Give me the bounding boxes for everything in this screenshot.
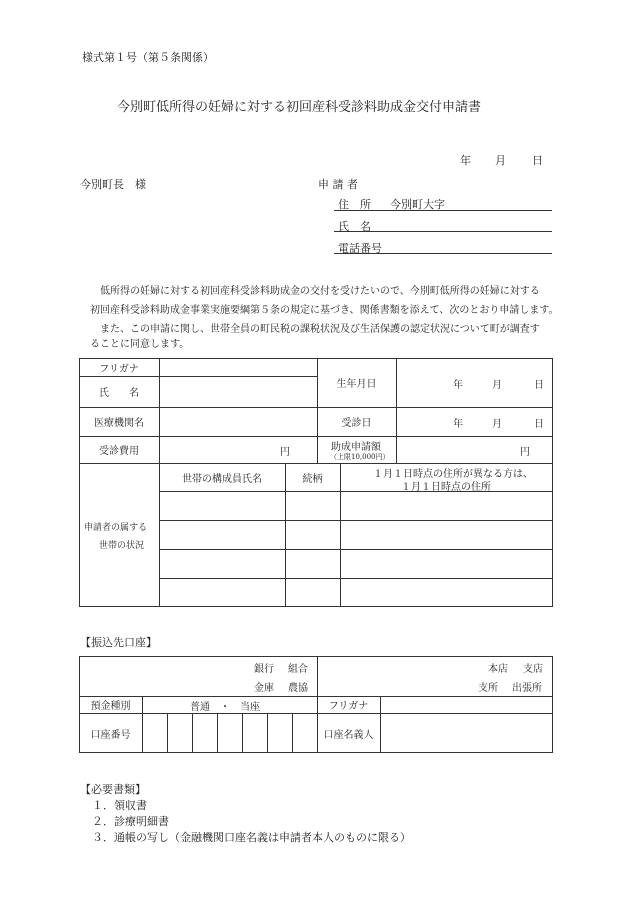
line-hh3 [159,549,553,550]
address-label: 住 所 [338,198,371,211]
grant-limit-label: （上限10,000円） [330,453,390,461]
applicant-name-label: 氏 名 [99,388,139,399]
phone-label: 電話番号 [338,242,382,255]
sub-office-label: 出張所 [512,683,542,694]
clinic-label: 医療機関名 [94,418,144,429]
form-title: 今別町低所得の妊婦に対する初回産科受診料助成金交付申請書 [117,100,482,115]
address-field-line[interactable] [334,210,552,211]
form-number: 様式第１号（第５条関係） [82,51,214,64]
bank-name-input[interactable] [81,658,246,694]
vline-right [396,358,397,463]
required-doc-item: ３．通帳の写し（金融機関口座名義は申請者本人のものに限る） [92,831,411,844]
bank-line1 [79,696,553,697]
body-para2-line2: ることに同意します。 [90,339,190,350]
head-office-label: 本店 [488,664,508,675]
account-holder-input[interactable] [382,715,551,752]
furigana-input[interactable] [161,360,315,375]
addressee: 今別町長 様 [80,178,146,191]
household-label-1: 申請者の属する [84,523,148,533]
required-docs-label: 【必要書類】 [80,783,146,796]
birth-day-label: 日 [534,380,544,391]
applicant-name-input[interactable] [161,378,315,406]
applicant-label: 申 請 者 [318,178,358,191]
branch-office-label: 支所 [478,683,498,694]
line-hh2 [159,520,553,521]
shinkin-label: 金庫 [254,683,274,694]
date-day-label: 日 [532,154,543,167]
required-doc-item: １．領収書 [92,799,147,812]
body-para1-line2: 初回産科受診料助成金事業実施要綱第５条の規定に基づき、関係書類を添えて、次のとおり申請します。 [90,305,559,316]
birth-year-label: 年 [453,380,463,391]
household-label-2: 世帯の状況 [99,541,145,551]
bank-furigana-input[interactable] [382,698,551,712]
deposit-type-label: 預金種別 [90,701,131,712]
nokyo-label: 農協 [288,683,308,694]
branch-name-input[interactable] [319,658,479,694]
bank-line2 [79,713,553,714]
bank-vline-label [142,696,143,753]
union-label: 組合 [288,664,308,675]
visit-month-label: 月 [492,419,502,430]
date-month-label: 月 [495,154,506,167]
bank-label: 銀行 [254,664,274,675]
fee-input[interactable] [161,438,276,462]
name-label: 氏 名 [338,220,371,233]
address-note-2: １月１日時点の住所 [401,482,491,493]
date-year-label: 年 [460,154,471,167]
address-note-1: １月１日時点の住所が異なる方は、 [373,469,533,480]
phone-field-line[interactable] [334,253,552,254]
bank-furigana-label: フリガナ [328,701,369,712]
relation-header: 続柄 [302,473,323,485]
furigana-label: フリガナ [99,363,139,375]
bank-vline-right [380,696,381,753]
fee-label: 受診費用 [99,446,139,457]
body-para2-line1: また、この申請に関し、世帯全員の町民税の課税状況及び生活保護の認定状況について町が調査す [100,324,540,335]
birthdate-label: 生年月日 [336,379,377,390]
branch-label: 支店 [523,664,543,675]
name-field-line[interactable] [334,231,552,232]
visit-date-label: 受診日 [341,418,372,429]
vline-address [340,463,341,607]
birth-month-label: 月 [492,380,502,391]
clinic-input[interactable] [161,409,315,435]
fee-yen-label: 円 [280,447,290,458]
grant-amount-label: 助成申請額 [331,442,381,453]
account-number-label: 口座番号 [90,729,131,741]
member-name-header: 世帯の構成員氏名 [182,473,262,485]
address-value: 今別町大字 [390,198,445,211]
deposit-type-options[interactable]: 普通 ・ 当座 [190,702,260,713]
line-hh1 [159,491,553,492]
account-number-input[interactable] [144,715,316,752]
visit-year-label: 年 [453,419,463,430]
grant-yen-label: 円 [520,447,530,458]
line-hh4 [159,578,553,579]
account-holder-label: 口座名義人 [323,729,374,741]
bank-section-label: 【振込先口座】 [80,636,157,649]
visit-day-label: 日 [534,419,544,430]
grant-amount-input[interactable] [398,438,516,462]
body-para1-line1: 低所得の妊婦に対する初回産科受診料助成金の交付を受けたいので、今別町低所得の妊婦に対する [100,286,540,297]
required-doc-item: ２．診療明細書 [92,815,169,828]
